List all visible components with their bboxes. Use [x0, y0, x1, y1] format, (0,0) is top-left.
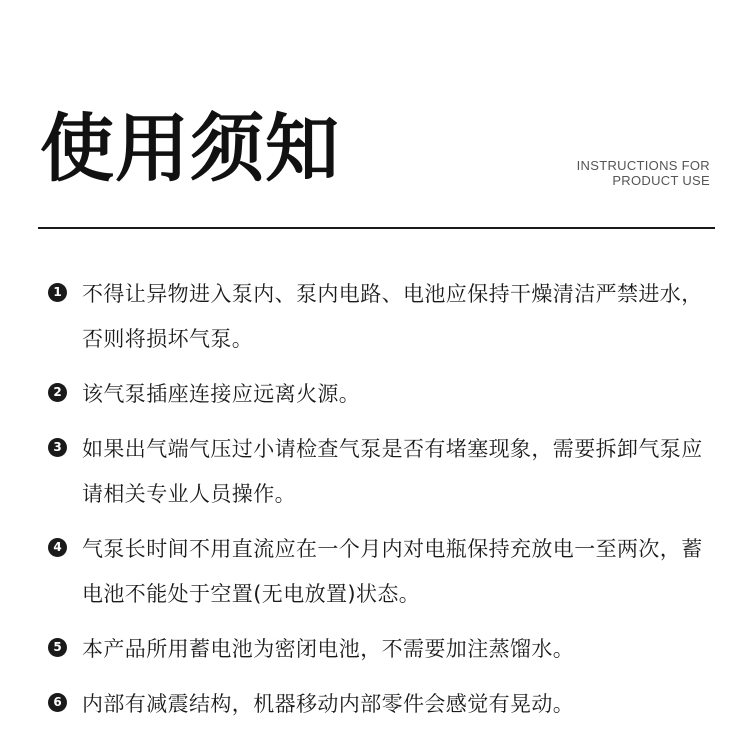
list-item	[48, 682, 713, 727]
list-item	[48, 627, 713, 672]
number-badge: 1	[48, 283, 67, 302]
instruction-list	[48, 272, 713, 737]
list-item	[48, 527, 713, 617]
subtitle-line-1: INSTRUCTIONS FOR	[576, 158, 710, 173]
number-badge: 3	[48, 438, 67, 457]
item-text: 如果出气端气压过小请检查气泵是否有堵塞现象，需要拆卸气泵应请相关专业人员操作。	[82, 437, 703, 506]
number-badge: 5	[48, 638, 67, 657]
subtitle-line-2: PRODUCT USE	[612, 173, 710, 188]
item-text: 气泵长时间不用直流应在一个月内对电瓶保持充放电一至两次，蓄电池不能处于空置(无电放置)状态。	[82, 537, 703, 606]
item-text: 不得让异物进入泵内、泵内电路、电池应保持干燥清洁严禁进水，否则将损坏气泵。	[82, 282, 703, 351]
item-text: 内部有减震结构，机器移动内部零件会感觉有晃动。	[82, 692, 575, 716]
page-subtitle	[577, 158, 710, 188]
page-title: 使用须知	[40, 106, 340, 192]
item-text: 该气泵插座连接应远离火源。	[82, 382, 361, 406]
list-item	[48, 272, 713, 362]
header-divider	[38, 227, 715, 229]
number-badge: 4	[48, 538, 67, 557]
list-item	[48, 372, 713, 417]
item-text: 本产品所用蓄电池为密闭电池，不需要加注蒸馏水。	[82, 637, 575, 661]
number-badge: 2	[48, 383, 67, 402]
number-badge: 6	[48, 693, 67, 712]
list-item	[48, 427, 713, 517]
